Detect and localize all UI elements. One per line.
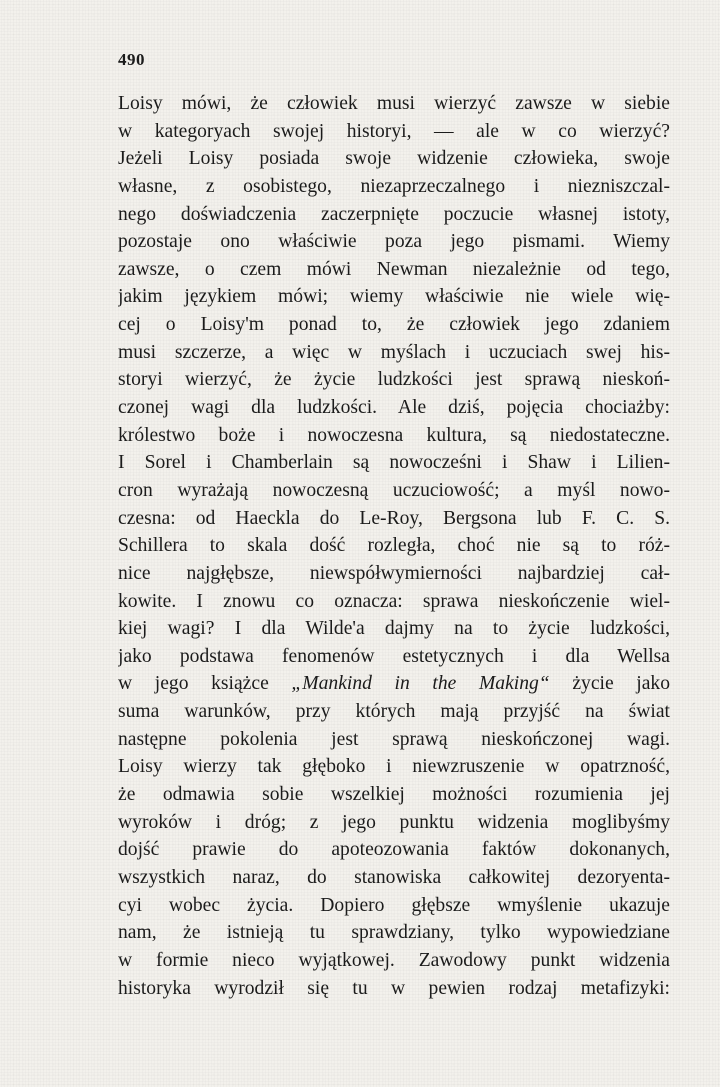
text-line: historyka wyrodził się tu w pewien rodzaj metafizyki: bbox=[118, 977, 670, 999]
text-line: że odmawia sobie wszelkiej możności rozumienia jej bbox=[118, 784, 670, 806]
text-line: czonej wagi dla ludzkości. Ale dziś, pojęcia chociażby: bbox=[118, 397, 670, 419]
page-number: 490 bbox=[118, 50, 145, 69]
text-line: suma warunków, przy których mają przyjść na świat bbox=[118, 701, 670, 723]
text-line: storyi wierzyć, że życie ludzkości jest sprawą nieskoń- bbox=[118, 369, 670, 391]
text-line: musi szczerze, a więc w myślach i uczuciach swej his- bbox=[118, 341, 670, 363]
text-line: jakim językiem mówi; wiemy właściwie nie wiele wię- bbox=[118, 286, 670, 308]
text-line: nego doświadczenia zaczerpnięte poczucie własnej istoty, bbox=[118, 203, 670, 225]
book-title: „Mankind in the Making“ bbox=[291, 673, 550, 695]
text-line: nam, że istnieją tu sprawdziany, tylko wypowiedziane bbox=[118, 922, 670, 944]
text-line: kowite. I znowu co oznacza: sprawa nieskończenie wiel- bbox=[118, 590, 670, 612]
text-line: cej o Loisy'm ponad to, że człowiek jego zdaniem bbox=[118, 314, 670, 336]
text-line-with-title bbox=[118, 670, 670, 698]
text-line: Loisy mówi, że człowiek musi wierzyć zawsze w siebie bbox=[118, 93, 670, 114]
text-line: dojść prawie do apoteozowania faktów dokonanych, bbox=[118, 839, 670, 861]
text-line: Loisy wierzy tak głęboko i niewzruszenie w opatrzność, bbox=[118, 756, 670, 778]
text-line: wszystkich naraz, do stanowiska całkowitej dezoryenta- bbox=[118, 866, 670, 888]
text-line: własne, z osobistego, niezaprzeczalnego i niezniszczal- bbox=[118, 175, 670, 197]
text-line: w formie nieco wyjątkowej. Zawodowy punkt widzenia bbox=[118, 949, 670, 971]
text-segment: życie jako bbox=[549, 673, 670, 695]
text-line: Jeżeli Loisy posiada swoje widzenie człowieka, swoje bbox=[118, 148, 670, 170]
body-text bbox=[118, 90, 670, 1002]
text-line: Schillera to skala dość rozległa, choć nie są to róż- bbox=[118, 535, 670, 557]
text-line: jako podstawa fenomenów estetycznych i dla Wellsa bbox=[118, 645, 670, 667]
text-line: nice najgłębsze, niewspółwymierności najbardziej cał- bbox=[118, 562, 670, 584]
text-segment: w jego książce bbox=[118, 673, 292, 695]
text-line: wyroków i dróg; z jego punktu widzenia moglibyśmy bbox=[118, 811, 670, 833]
text-line: cyi wobec życia. Dopiero głębsze wmyślenie ukazuje bbox=[118, 894, 670, 916]
text-line: zawsze, o czem mówi Newman niezależnie od tego, bbox=[118, 258, 670, 280]
text-line: cron wyrażają nowoczesną uczuciowość; a myśl nowo- bbox=[118, 479, 670, 501]
text-line: kiej wagi? I dla Wilde'a dajmy na to życie ludzkości, bbox=[118, 618, 670, 640]
text-line: I Sorel i Chamberlain są nowocześni i Shaw i Lilien- bbox=[118, 452, 670, 474]
text-line: następne pokolenia jest sprawą nieskończonej wagi. bbox=[118, 728, 670, 750]
text-line: pozostaje ono właściwie poza jego pismami. Wiemy bbox=[118, 231, 670, 253]
text-line: w kategoryach swojej historyi, — ale w co wierzyć? bbox=[118, 120, 670, 142]
text-line: królestwo boże i nowoczesna kultura, są niedostateczne. bbox=[118, 424, 670, 446]
text-line: czesna: od Haeckla do Le-Roy, Bergsona lub F. C. S. bbox=[118, 507, 670, 529]
